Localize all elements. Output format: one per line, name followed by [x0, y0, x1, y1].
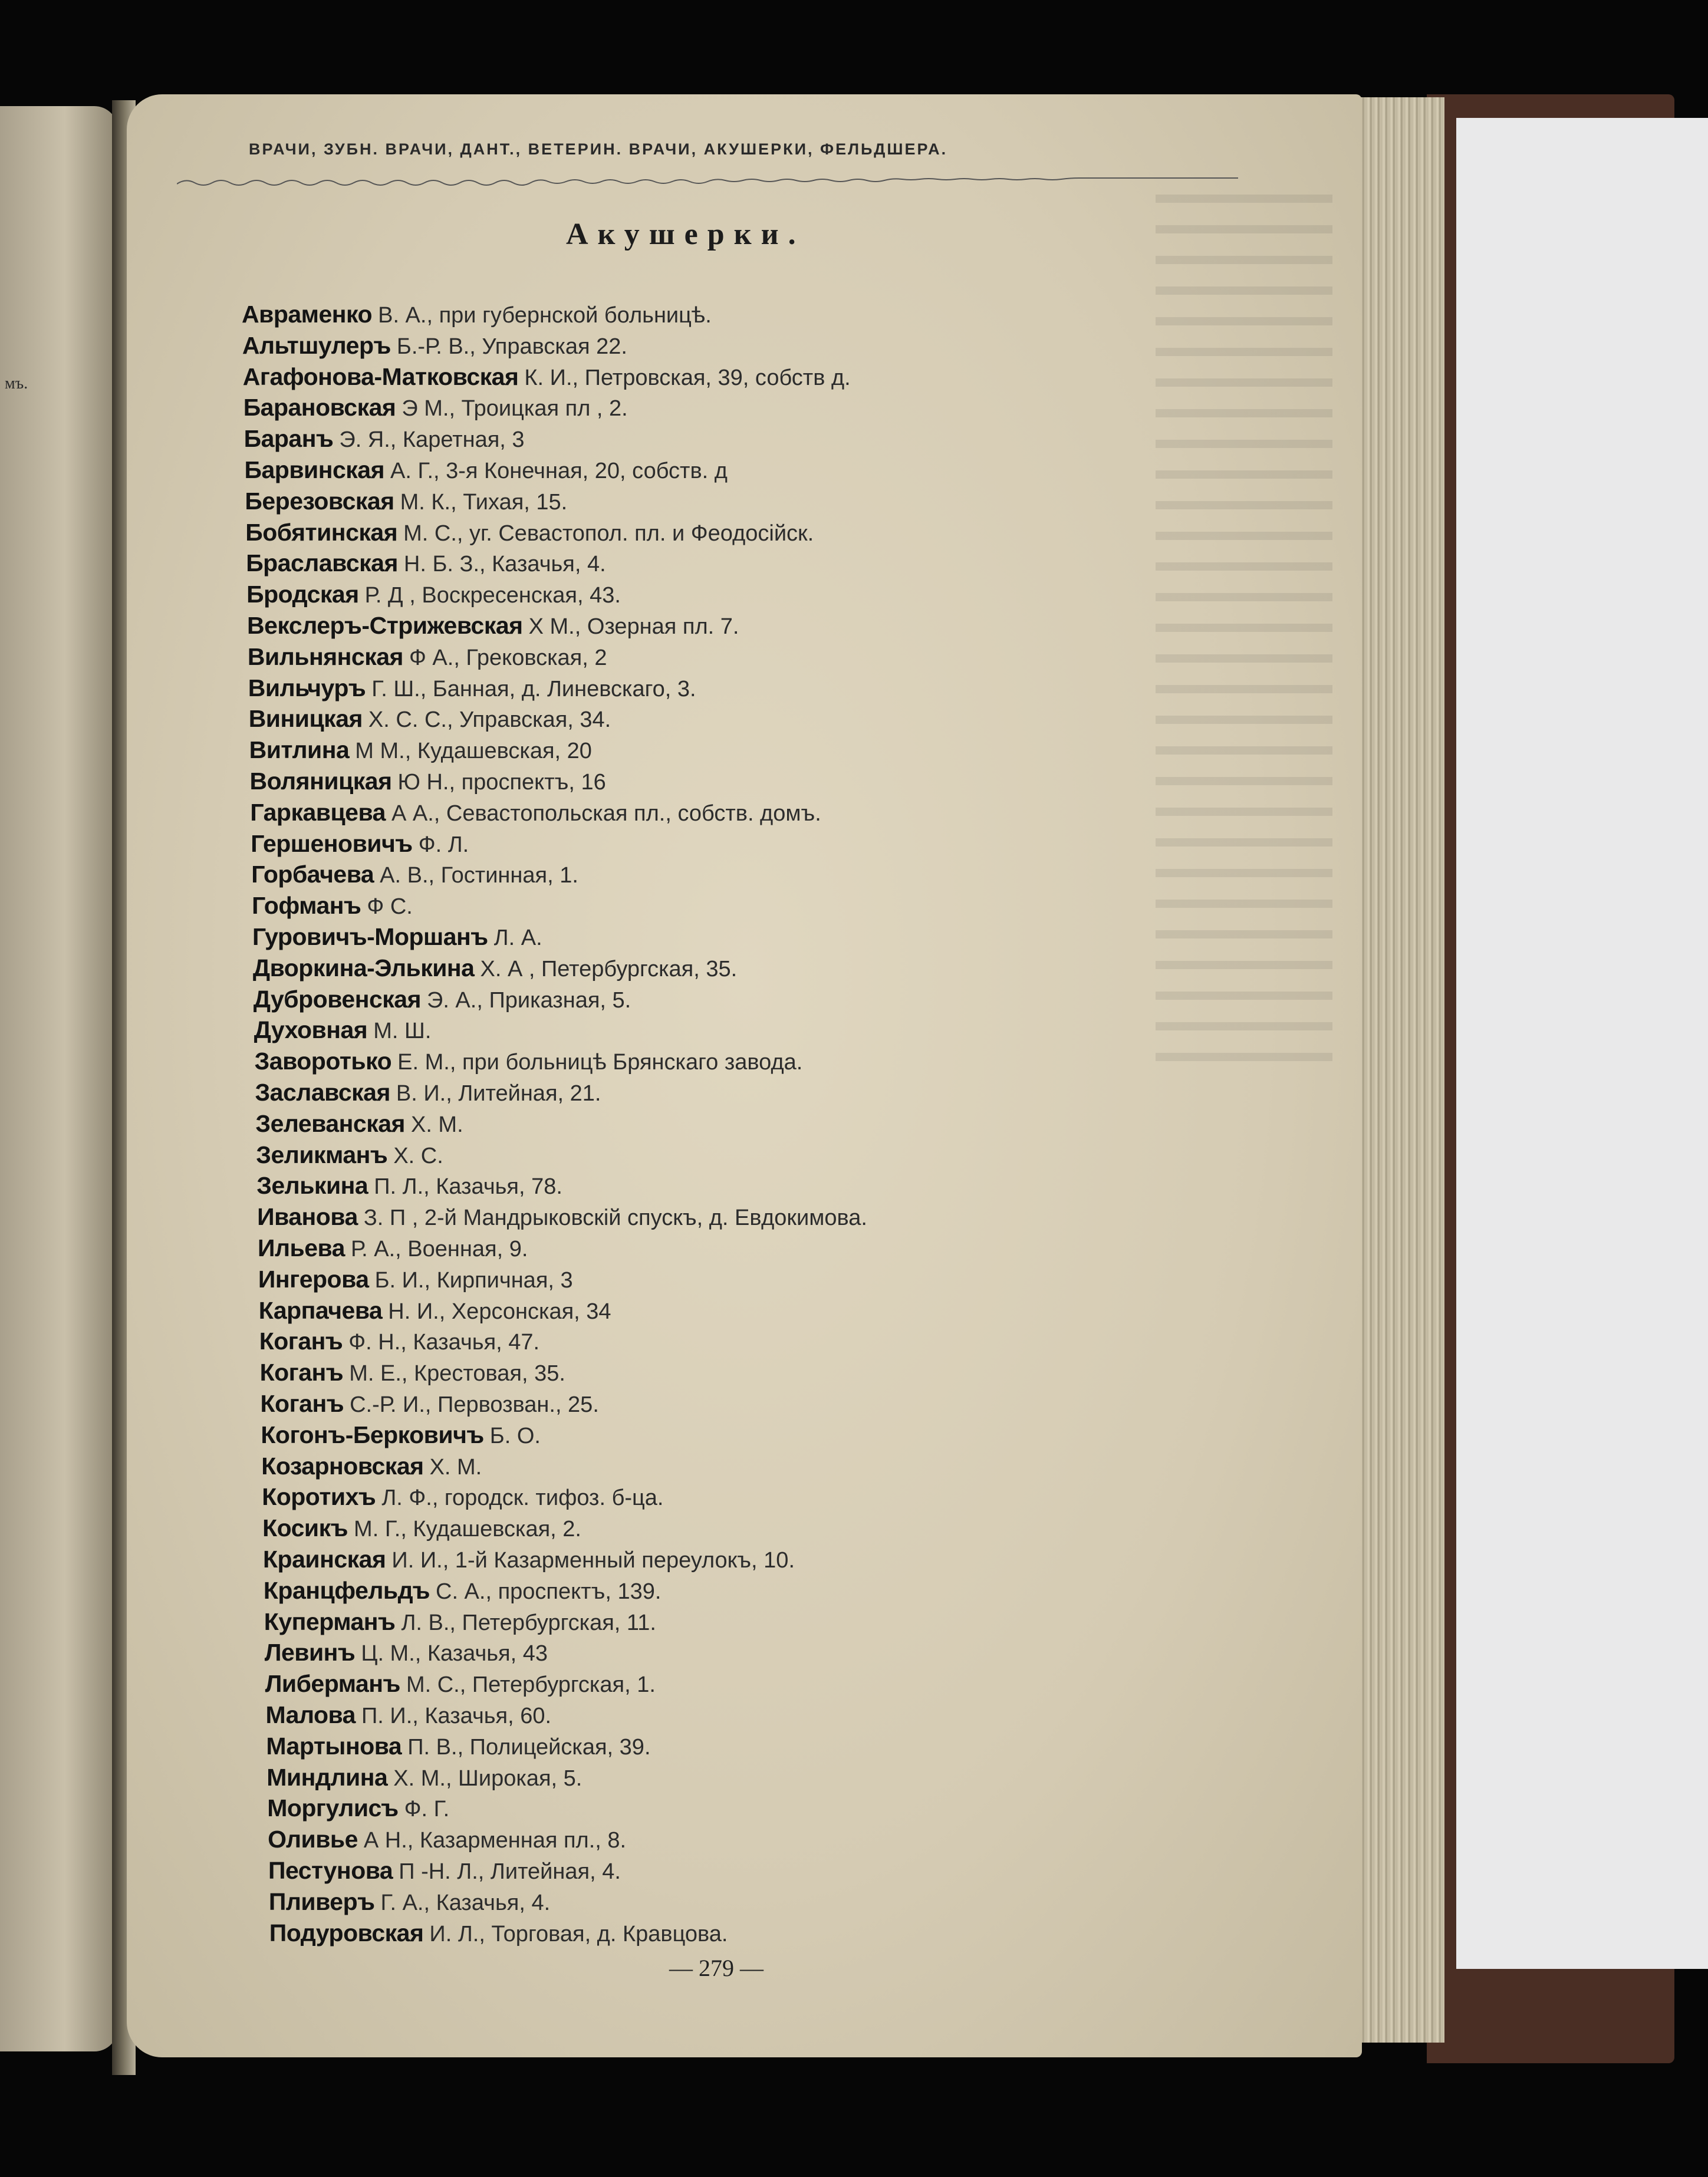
- list-item: [256, 1141, 443, 1169]
- list-item: [242, 301, 712, 328]
- entry-name: Заславская: [255, 1079, 390, 1106]
- list-item: [254, 986, 631, 1013]
- entry-name: Моргулисъ: [267, 1794, 399, 1822]
- entry-name: Куперманъ: [264, 1608, 396, 1635]
- list-item: [257, 1203, 867, 1231]
- list-item: [249, 736, 592, 764]
- entry-name: Пестунова: [268, 1857, 393, 1884]
- list-item: [242, 332, 627, 360]
- list-item: [255, 1079, 601, 1106]
- entry-address: Э М., Троицкая пл , 2.: [402, 396, 628, 421]
- entry-name: Либерманъ: [265, 1670, 400, 1698]
- entry-name: Подуровская: [269, 1919, 424, 1947]
- entry-name: Зелькина: [256, 1172, 368, 1200]
- list-item: [258, 1266, 573, 1293]
- entry-address: Ф. Г.: [404, 1797, 450, 1822]
- entry-address: Х. М., Широкая, 5.: [393, 1766, 583, 1791]
- entry-name: Агафонова-Матковская: [242, 363, 519, 390]
- list-item: [261, 1421, 541, 1449]
- entry-address: Б. И., Кирпичная, 3: [374, 1267, 573, 1293]
- list-item: [248, 674, 696, 702]
- entry-name: Ильева: [258, 1234, 345, 1262]
- list-item: [258, 1234, 528, 1262]
- entry-name: Вильчуръ: [248, 674, 366, 701]
- entry-name: Воляницкая: [249, 768, 392, 795]
- list-item: [246, 581, 621, 608]
- entry-name: Малова: [265, 1701, 356, 1728]
- entry-address: И. Л., Торговая, д. Кравцова.: [429, 1921, 728, 1947]
- entry-name: Березовская: [245, 487, 394, 515]
- entry-name: Бобятинская: [245, 518, 398, 546]
- list-item: [253, 954, 737, 982]
- entry-name: Вильнянская: [247, 643, 403, 670]
- entry-name: Коганъ: [259, 1328, 343, 1355]
- list-item: [246, 549, 605, 577]
- entry-name: Козарновская: [261, 1452, 424, 1480]
- entry-address: П. И., Казачья, 60.: [361, 1704, 552, 1728]
- entry-address: В. А., при губернской больницѣ.: [378, 303, 712, 328]
- entry-address: П. Л., Казачья, 78.: [374, 1174, 562, 1200]
- list-item: [264, 1577, 662, 1605]
- list-item: [263, 1546, 795, 1573]
- entry-address: Ф. Н., Казачья, 47.: [348, 1330, 540, 1355]
- list-item: [251, 830, 469, 858]
- entry-address: Ф А., Грековская, 2: [409, 645, 607, 670]
- left-page: [0, 106, 118, 2051]
- entry-name: Витлина: [249, 736, 350, 764]
- entry-name: Горбачева: [251, 861, 374, 888]
- entry-name: Гуровичъ-Моршанъ: [252, 923, 488, 950]
- list-item: [261, 1390, 599, 1418]
- list-item: [265, 1639, 548, 1666]
- entry-address: Н. И., Херсонская, 34: [388, 1299, 611, 1324]
- entry-name: Зеликманъ: [256, 1141, 388, 1168]
- entry-name: Оливье: [268, 1826, 358, 1853]
- entry-address: З. П , 2-й Мандрыковскій спускъ, д. Евдокимова.: [363, 1206, 867, 1231]
- list-item: [264, 1608, 656, 1636]
- entry-address: Ф С.: [367, 894, 413, 920]
- entry-name: Мартынова: [266, 1732, 402, 1760]
- entry-name: Бродская: [246, 581, 359, 608]
- entry-address: Ц. М., Казачья, 43: [361, 1641, 548, 1666]
- entry-name: Кранцфельдъ: [263, 1576, 430, 1604]
- entry-name: Браславская: [246, 549, 398, 577]
- entry-name: Барановская: [243, 394, 396, 421]
- entry-address: И. И., 1-й Казарменный переулокъ, 10.: [391, 1548, 795, 1573]
- entry-address: С.-Р. И., Первозван., 25.: [350, 1392, 599, 1417]
- entry-name: Барвинская: [244, 456, 385, 483]
- entry-name: Ингерова: [258, 1265, 369, 1293]
- entry-address: Л. А.: [493, 926, 542, 950]
- entry-name: Зелеванская: [255, 1109, 405, 1137]
- entry-address: П. В., Полицейская, 39.: [407, 1734, 651, 1760]
- list-item: [265, 1670, 656, 1698]
- entry-address: Р. Д , Воскресенская, 43.: [364, 583, 621, 608]
- list-item: [266, 1733, 650, 1760]
- entry-name: Иванова: [257, 1203, 358, 1231]
- entry-address: М. С., Петербургская, 1.: [406, 1672, 656, 1698]
- entry-address: А Н., Казарменная пл., 8.: [363, 1828, 627, 1853]
- entry-address: А. Г., 3-я Конечная, 20, собств. д: [390, 459, 728, 483]
- entry-name: Миндлина: [266, 1763, 388, 1791]
- entry-address: Л. В., Петербургская, 11.: [401, 1610, 656, 1635]
- entry-address: Г. А., Казачья, 4.: [380, 1890, 551, 1915]
- entry-address: Г. Ш., Банная, д. Линевскаго, 3.: [371, 676, 696, 701]
- list-item: [259, 1297, 611, 1325]
- list-item: [245, 519, 814, 546]
- entry-name: Дворкина-Элькина: [252, 954, 475, 982]
- list-item: [244, 425, 525, 453]
- list-item: [247, 612, 739, 640]
- header-wavy-rule: [177, 160, 1256, 196]
- entry-address: А. В., Гостинная, 1.: [380, 863, 578, 888]
- list-item: [243, 363, 851, 391]
- entry-address: М М., Кудашевская, 20: [355, 739, 592, 764]
- entry-address: М. Ш.: [373, 1019, 432, 1044]
- entry-address: В. И., Литейная, 21.: [396, 1081, 601, 1106]
- list-item: [245, 488, 567, 515]
- list-item: [252, 892, 413, 920]
- list-item: [248, 643, 607, 671]
- list-item: [259, 1328, 539, 1355]
- entry-name: Альтшулеръ: [242, 331, 391, 359]
- section-title: Акушерки.: [566, 218, 805, 251]
- list-item: [266, 1764, 582, 1791]
- entry-address: С. А., проспектъ, 139.: [436, 1579, 662, 1604]
- entry-name: Гершеновичъ: [251, 829, 413, 857]
- entry-address: Е. М., при больницѣ Брянскаго завода.: [397, 1050, 803, 1075]
- list-item: [269, 1888, 550, 1916]
- entry-address: М. Е., Крестовая, 35.: [349, 1361, 565, 1386]
- entry-address: П -Н. Л., Литейная, 4.: [399, 1859, 621, 1884]
- entry-name: Виницкая: [248, 705, 363, 733]
- entry-address: Э. Я., Каретная, 3: [339, 427, 525, 453]
- entry-name: Баранъ: [243, 425, 334, 453]
- list-item: [245, 456, 728, 484]
- entry-name: Коганъ: [260, 1390, 344, 1417]
- entry-address: М. Г., Кудашевская, 2.: [354, 1517, 581, 1542]
- page-edges: [1350, 97, 1444, 2043]
- list-item: [260, 1359, 565, 1386]
- entry-name: Духовная: [254, 1016, 368, 1044]
- list-item: [249, 705, 611, 733]
- list-item: [254, 1016, 432, 1044]
- entry-address: Ю Н., проспектъ, 16: [397, 770, 606, 795]
- background-white-block: [1456, 118, 1708, 1969]
- entry-name: Заворотько: [254, 1048, 392, 1075]
- entry-address: Б.-Р. В., Управская 22.: [396, 334, 627, 359]
- entry-address: Х. М.: [410, 1112, 463, 1137]
- entry-name: Векслеръ-Стрижевская: [247, 612, 523, 639]
- list-item: [261, 1453, 482, 1480]
- entry-address: М. С., уг. Севастопол. пл. и Феодосійск.: [403, 521, 814, 546]
- entry-name: Косикъ: [262, 1514, 348, 1542]
- list-item: [255, 1110, 463, 1138]
- list-item: [256, 1172, 562, 1200]
- list-item: [243, 394, 628, 421]
- entry-address: Р. А., Военная, 9.: [351, 1237, 528, 1262]
- entry-address: Ф. Л.: [418, 832, 469, 857]
- entry-name: Краинская: [263, 1546, 386, 1573]
- entry-address: Л. Ф., городск. тифоз. б-ца.: [381, 1486, 664, 1511]
- entry-name: Дубровенская: [253, 985, 421, 1013]
- page-number: — 279 —: [669, 1955, 764, 1981]
- list-item: [269, 1919, 728, 1947]
- entry-address: М. К., Тихая, 15.: [400, 489, 568, 515]
- entry-address: Х. С. С., Управская, 34.: [368, 707, 611, 733]
- entry-address: А А., Севастопольская пл., собств. домъ.: [391, 801, 821, 826]
- list-item: [262, 1514, 581, 1542]
- list-item: [251, 861, 578, 888]
- list-item: [252, 923, 542, 951]
- entry-name: Авраменко: [242, 301, 373, 328]
- bleed-through-text: [1156, 195, 1332, 1079]
- entry-name: Пливеръ: [268, 1888, 375, 1915]
- list-item: [266, 1701, 552, 1729]
- list-item: [268, 1857, 621, 1885]
- list-item: [262, 1483, 663, 1511]
- entry-name: Левинъ: [264, 1639, 356, 1666]
- entry-name: Карпачева: [258, 1296, 383, 1324]
- entry-address: Х. С.: [393, 1143, 443, 1168]
- entry-name: Гофманъ: [252, 892, 361, 920]
- entry-address: Н. Б. З., Казачья, 4.: [403, 552, 606, 577]
- entry-name: Гаркавцева: [250, 798, 386, 826]
- entry-name: Коротихъ: [262, 1483, 376, 1511]
- entry-name: Коганъ: [259, 1359, 344, 1386]
- entry-address: К. И., Петровская, 39, собств д.: [524, 365, 851, 390]
- entry-address: Х. М.: [429, 1454, 482, 1480]
- entry-address: Э. А., Приказная, 5.: [427, 987, 631, 1013]
- entry-address: Б. О.: [489, 1423, 541, 1448]
- left-page-fragment: мъ.: [5, 374, 28, 393]
- list-item: [255, 1048, 803, 1075]
- entry-address: Х. А , Петербургская, 35.: [480, 956, 738, 982]
- list-item: [250, 799, 821, 826]
- list-item: [250, 768, 606, 795]
- entry-address: Х М., Озерная пл. 7.: [528, 614, 739, 639]
- running-header: ВРАЧИ, ЗУБН. ВРАЧИ, ДАНТ., ВЕТЕРИН. ВРАЧИ, АКУШЕРКИ, ФЕЛЬДШЕРА.: [249, 140, 948, 158]
- list-item: [268, 1826, 626, 1853]
- entry-name: Когонъ-Берковичъ: [261, 1421, 484, 1448]
- list-item: [267, 1794, 449, 1822]
